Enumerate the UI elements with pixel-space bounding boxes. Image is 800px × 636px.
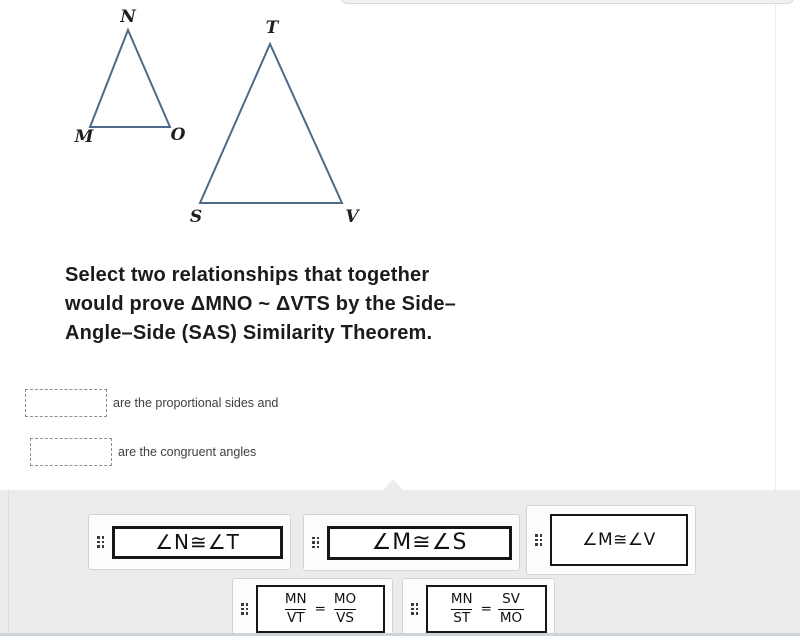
drag-handle-icon[interactable] (241, 603, 248, 615)
content-right-divider (775, 3, 776, 490)
triangles-figure (0, 0, 420, 240)
blank-label: are the proportional sides and (113, 396, 279, 410)
drop-zone-proportional-sides[interactable] (25, 389, 107, 417)
fraction-numerator: MN (450, 590, 473, 607)
vertex-label-v: V (345, 207, 359, 227)
vertex-label-n: N (120, 7, 136, 27)
equals-sign: = (314, 601, 326, 617)
answer-tile-angle-m-v[interactable] (526, 505, 696, 575)
tile-label: ∠N≅∠T (112, 526, 283, 559)
question-line: Select two relationships that together (65, 264, 430, 286)
triangle-mno (90, 30, 170, 127)
vertex-label-o: O (170, 125, 186, 145)
fraction (449, 592, 475, 626)
triangle-tsv (200, 44, 342, 203)
vertex-label-t: T (265, 18, 279, 38)
vertex-label-s: S (189, 207, 203, 227)
fraction (283, 592, 309, 626)
vertex-label-m: M (74, 127, 94, 147)
tile-label (256, 585, 385, 633)
answer-tile-ratio-mn-st[interactable] (402, 578, 555, 636)
answer-tile-ratio-mn-vt[interactable] (232, 578, 393, 636)
tray-caret-icon (383, 479, 403, 490)
fraction (332, 592, 358, 626)
blank-row-proportional-sides (25, 389, 278, 417)
drag-handle-icon[interactable] (411, 603, 418, 615)
blank-label: are the congruent angles (118, 445, 257, 459)
drag-handle-icon[interactable] (535, 534, 542, 546)
drop-zone-congruent-angles[interactable] (30, 438, 112, 466)
question-text (65, 261, 585, 348)
fraction-numerator: MO (333, 590, 357, 607)
tile-label: ∠M≅∠V (550, 514, 688, 566)
fraction-numerator: MN (284, 590, 307, 607)
question-line: Angle–Side (SAS) Similarity Theorem. (65, 322, 433, 344)
fraction-denominator: VT (286, 609, 305, 626)
fraction (498, 592, 524, 626)
fraction-denominator: VS (336, 609, 354, 626)
answer-tile-angle-m-s[interactable] (303, 514, 520, 571)
tile-label (426, 585, 547, 633)
fraction-denominator: ST (453, 609, 471, 626)
drag-handle-icon[interactable] (97, 536, 104, 548)
drag-handle-icon[interactable] (312, 537, 319, 549)
tray-left-divider (8, 490, 9, 633)
fraction-denominator: MO (499, 609, 523, 626)
fraction-numerator: SV (502, 590, 520, 607)
question-line: would prove ΔMNO ~ ΔVTS by the Side– (65, 293, 457, 315)
blank-row-congruent-angles (30, 438, 256, 466)
equals-sign: = (480, 601, 492, 617)
answer-tile-angle-n-t[interactable] (88, 514, 291, 570)
tile-label: ∠M≅∠S (327, 526, 512, 560)
